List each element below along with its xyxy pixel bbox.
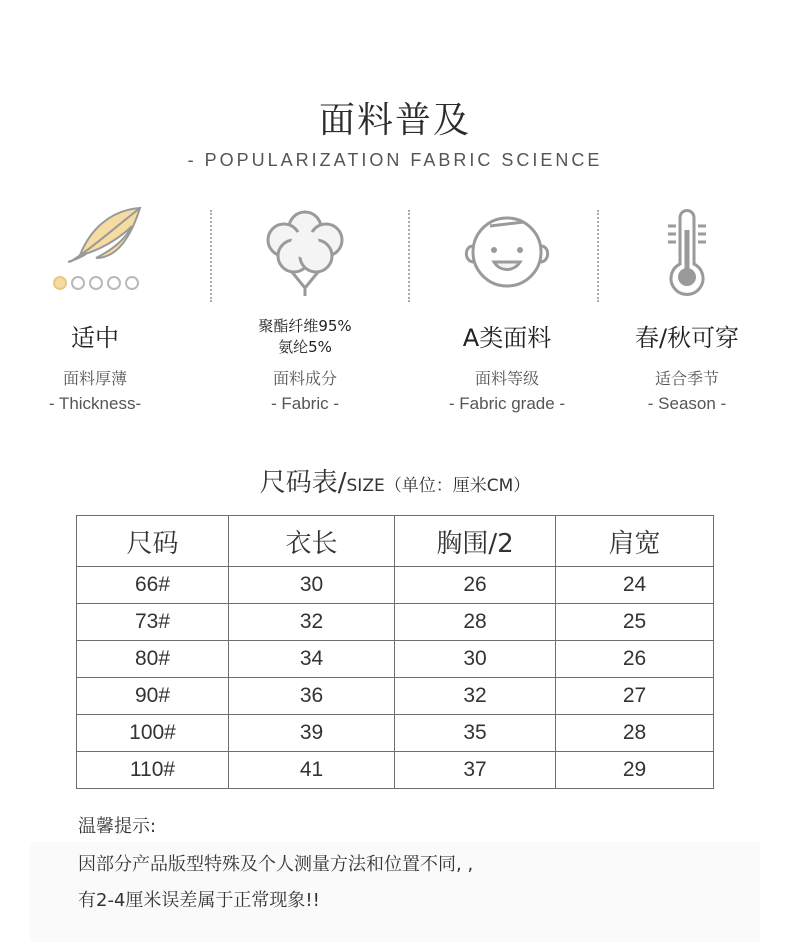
cell-shoulder: 26 — [556, 641, 714, 678]
cell-shoulder: 27 — [556, 678, 714, 715]
table-row — [77, 678, 714, 715]
fabric-features — [0, 200, 790, 440]
header-size: 尺码 — [77, 516, 229, 567]
cell-chest: 35 — [395, 715, 556, 752]
cell-length: 32 — [229, 604, 395, 641]
table-row — [77, 752, 714, 789]
cell-size: 100# — [77, 715, 229, 752]
table-row — [77, 641, 714, 678]
feature-value — [210, 316, 400, 358]
feature-label-cn: 面料厚薄 — [62, 369, 127, 388]
table-row — [77, 715, 714, 752]
feature-label-cn: 适合季节 — [654, 369, 719, 388]
cell-size: 73# — [77, 604, 229, 641]
size-table-title — [0, 462, 790, 499]
cell-shoulder: 25 — [556, 604, 714, 641]
feature-fabric — [210, 200, 400, 413]
cell-chest: 30 — [395, 641, 556, 678]
page-title: 面料普及 — [318, 100, 471, 141]
divider — [408, 210, 410, 302]
feature-value-line1: 聚酯纤维95% — [258, 317, 352, 335]
cell-size: 110# — [77, 752, 229, 789]
feature-label-cn: 面料等级 — [474, 369, 539, 388]
cell-chest: 28 — [395, 604, 556, 641]
rating-dot — [71, 276, 85, 290]
cell-chest: 32 — [395, 678, 556, 715]
feature-value: 适中 — [71, 324, 119, 352]
page-subtitle: - POPULARIZATION FABRIC SCIENCE — [187, 150, 603, 170]
size-title-unit: SIZE（单位：厘米CM） — [346, 476, 531, 496]
feature-season — [592, 200, 782, 413]
feature-label-en: - Thickness- — [48, 394, 142, 413]
notes-line-1: 因部分产品版型特殊及个人测量方法和位置不同, , — [78, 854, 474, 875]
feature-thickness — [0, 200, 190, 413]
rating-dot — [125, 276, 139, 290]
table-row — [77, 604, 714, 641]
cell-size: 90# — [77, 678, 229, 715]
feature-label-en: - Fabric - — [271, 394, 339, 413]
header-length: 衣长 — [229, 516, 395, 567]
cell-shoulder: 24 — [556, 567, 714, 604]
notes-line-2: 有2-4厘米误差属于正常现象!! — [78, 890, 320, 911]
cell-shoulder: 28 — [556, 715, 714, 752]
feature-value-line2: 氨纶5% — [278, 338, 332, 356]
rating-dot-filled — [53, 276, 67, 290]
cell-length: 39 — [229, 715, 395, 752]
cell-shoulder: 29 — [556, 752, 714, 789]
cell-length: 41 — [229, 752, 395, 789]
rating-dot — [107, 276, 121, 290]
feature-label-en: - Season - — [647, 394, 727, 413]
thermometer-icon — [592, 200, 782, 312]
table-header-row — [77, 516, 714, 567]
cell-length: 36 — [229, 678, 395, 715]
cell-chest: 26 — [395, 567, 556, 604]
feature-value: 春/秋可穿 — [634, 324, 740, 352]
size-table — [76, 515, 714, 789]
feature-value: A类面料 — [462, 324, 552, 352]
cell-chest: 37 — [395, 752, 556, 789]
feather-icon — [0, 200, 190, 312]
header-shoulder: 肩宽 — [556, 516, 714, 567]
feature-label-cn: 面料成分 — [272, 369, 337, 388]
feature-grade — [412, 200, 602, 413]
thickness-rating — [53, 276, 139, 290]
notes-heading: 温馨提示: — [78, 816, 157, 837]
header-chest: 胸围/2 — [395, 516, 556, 567]
table-row — [77, 567, 714, 604]
smiley-face-icon — [412, 200, 602, 312]
cell-size: 80# — [77, 641, 229, 678]
rating-dot — [89, 276, 103, 290]
cell-size: 66# — [77, 567, 229, 604]
feature-label-en: - Fabric grade - — [448, 394, 566, 413]
cotton-icon — [210, 200, 400, 312]
size-title-main: 尺码表/ — [259, 468, 347, 498]
cell-length: 34 — [229, 641, 395, 678]
cell-length: 30 — [229, 567, 395, 604]
